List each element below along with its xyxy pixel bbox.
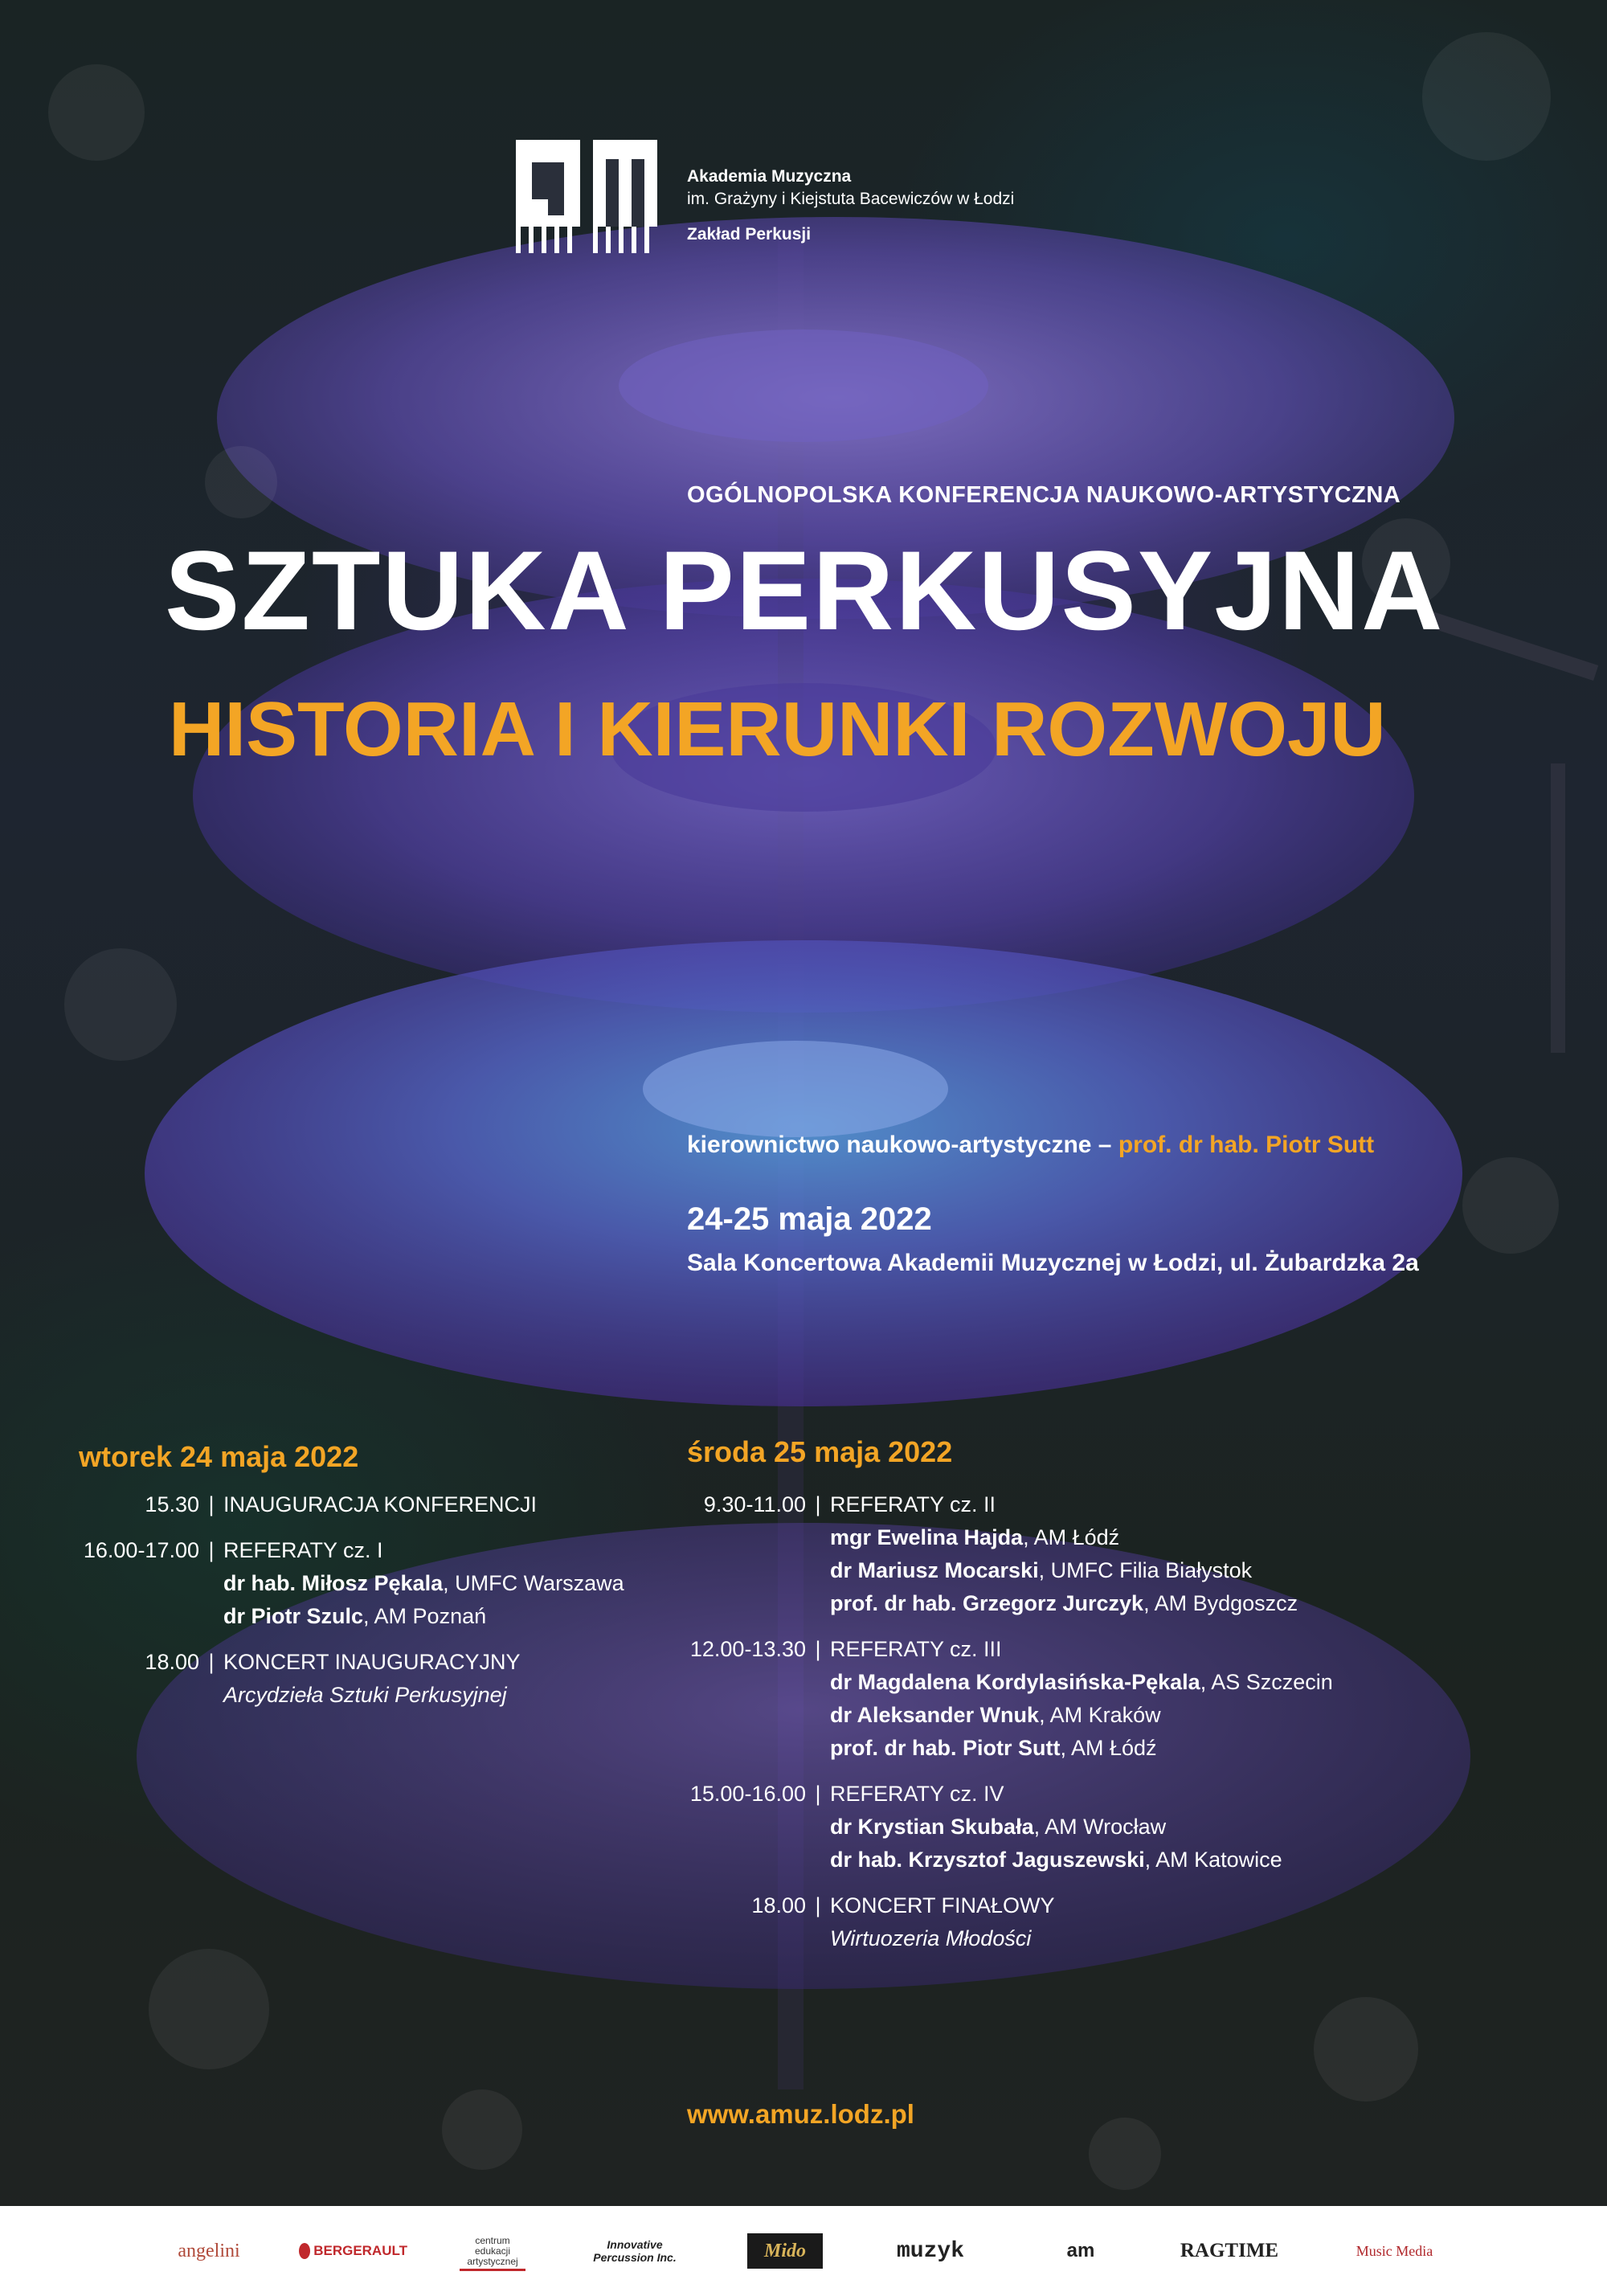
sponsor-logo-innovative-percussion: Innovative Percussion Inc. bbox=[593, 2238, 677, 2264]
item-content bbox=[830, 1633, 1333, 1765]
speaker-affiliation: , AM Wrocław bbox=[1033, 1815, 1167, 1839]
speaker-name: dr Magdalena Kordylasińska-Pękala bbox=[830, 1670, 1200, 1694]
item-time: 12.00-13.30 bbox=[689, 1637, 806, 1661]
item-title: INAUGURACJA KONFERENCJI bbox=[223, 1492, 538, 1516]
sponsor-name: BERGERAULT bbox=[313, 2243, 407, 2258]
conference-type: OGÓLNOPOLSKA KONFERENCJA NAUKOWO-ARTYSTYCZNA bbox=[687, 482, 1401, 508]
speaker bbox=[830, 1554, 1298, 1587]
item-content bbox=[830, 1488, 1298, 1620]
speaker-name: dr hab. Miłosz Pękala bbox=[223, 1571, 444, 1595]
item-content bbox=[830, 1778, 1282, 1876]
speaker-name: dr hab. Krzysztof Jaguszewski bbox=[830, 1848, 1145, 1872]
speaker-name: prof. dr hab. Grzegorz Jurczyk bbox=[830, 1591, 1144, 1615]
separator: | bbox=[208, 1650, 215, 1674]
speaker-name: dr Krystian Skubała bbox=[830, 1815, 1034, 1839]
speaker-affiliation: , AM Katowice bbox=[1144, 1848, 1282, 1872]
item-time: 18.00 bbox=[751, 1893, 806, 1917]
item-content bbox=[223, 1646, 521, 1712]
speaker-affiliation: , AM Kraków bbox=[1039, 1703, 1161, 1727]
sponsor-logo-music-media: Music Media bbox=[1356, 2242, 1433, 2259]
item-title-suffix: cz. I bbox=[343, 1538, 383, 1562]
item-time: 9.30-11.00 bbox=[703, 1492, 806, 1516]
direction-label: kierownictwo naukowo-artystyczne – bbox=[687, 1132, 1112, 1158]
item-title: REFERATY bbox=[830, 1782, 944, 1806]
item-title: REFERATY bbox=[223, 1538, 337, 1562]
sponsor-logo-cea: centrum edukacji artystycznej bbox=[460, 2233, 525, 2271]
speaker-affiliation: , AM Łódź bbox=[1023, 1525, 1120, 1549]
item-content bbox=[223, 1488, 537, 1521]
speaker bbox=[223, 1600, 624, 1633]
item-time: 16.00-17.00 bbox=[83, 1538, 199, 1562]
item-title-suffix: cz. II bbox=[950, 1492, 996, 1516]
speaker-name: dr Aleksander Wnuk bbox=[830, 1703, 1040, 1727]
academy-full-name: im. Grażyny i Kiejstuta Bacewiczów w Łodzi bbox=[687, 190, 1015, 208]
conference-subtitle: HISTORIA I KIERUNKI ROZWOJU bbox=[169, 686, 1386, 772]
item-title: REFERATY bbox=[830, 1492, 944, 1516]
item-time: 18.00 bbox=[145, 1650, 199, 1674]
item-subtitle: Wirtuozeria Młodości bbox=[830, 1926, 1032, 1950]
sponsor-logo-ragtime: RAGTIME bbox=[1180, 2240, 1279, 2261]
conference-title: SZTUKA PERKUSYJNA bbox=[165, 527, 1445, 653]
separator: | bbox=[815, 1492, 821, 1516]
speaker bbox=[830, 1587, 1298, 1620]
speaker-affiliation: , AM Poznań bbox=[363, 1604, 487, 1628]
schedule-item bbox=[687, 1633, 1333, 1765]
sponsor-logo-mido: Mido bbox=[747, 2233, 823, 2269]
event-dates: 24-25 maja 2022 bbox=[687, 1201, 932, 1237]
item-title-line bbox=[223, 1534, 624, 1567]
academy-name-block bbox=[687, 166, 1014, 246]
item-title-suffix: cz. IV bbox=[950, 1782, 1004, 1806]
sponsor-logo-angelini: angelini bbox=[178, 2240, 240, 2261]
speaker bbox=[830, 1844, 1282, 1876]
speaker bbox=[830, 1666, 1333, 1699]
artistic-direction bbox=[687, 1132, 1374, 1159]
item-title-suffix: cz. III bbox=[950, 1637, 1002, 1661]
item-title: KONCERT FINAŁOWY bbox=[830, 1893, 1055, 1917]
sponsors-strip bbox=[0, 2206, 1607, 2296]
academy-logo bbox=[514, 137, 1318, 257]
direction-person: prof. dr hab. Piotr Sutt bbox=[1118, 1132, 1375, 1158]
separator: | bbox=[208, 1492, 215, 1516]
speaker-name: dr Mariusz Mocarski bbox=[830, 1558, 1039, 1582]
schedule-item bbox=[687, 1778, 1333, 1876]
speaker bbox=[830, 1699, 1333, 1732]
speaker-affiliation: , UMFC Filia Białystok bbox=[1038, 1558, 1253, 1582]
academy-name: Akademia Muzyczna bbox=[687, 167, 852, 186]
speaker bbox=[830, 1732, 1333, 1765]
speaker-name: prof. dr hab. Piotr Sutt bbox=[830, 1736, 1061, 1760]
separator: | bbox=[208, 1538, 215, 1562]
item-subtitle: Arcydzieła Sztuki Perkusyjnej bbox=[223, 1683, 507, 1707]
schedule-item bbox=[687, 1488, 1333, 1620]
day1-heading: wtorek 24 maja 2022 bbox=[79, 1440, 359, 1473]
item-title-line bbox=[830, 1778, 1282, 1811]
speaker bbox=[830, 1521, 1298, 1554]
item-time: 15.30 bbox=[145, 1492, 199, 1516]
item-title-line bbox=[830, 1488, 1298, 1521]
item-content bbox=[223, 1534, 624, 1633]
bergerault-circle-icon bbox=[299, 2243, 310, 2259]
schedule-item bbox=[79, 1646, 624, 1712]
department-name: Zakład Perkusji bbox=[687, 225, 812, 244]
speaker-affiliation: , AM Bydgoszcz bbox=[1143, 1591, 1298, 1615]
event-venue: Sala Koncertowa Akademii Muzycznej w Łodzi, ul. Żubardzka 2a bbox=[687, 1250, 1419, 1276]
sponsor-logo-am: am bbox=[1066, 2240, 1095, 2261]
item-title: REFERATY bbox=[830, 1637, 944, 1661]
item-time: 15.00-16.00 bbox=[689, 1782, 806, 1806]
schedule-item bbox=[79, 1534, 624, 1633]
speaker-affiliation: , AM Łódź bbox=[1060, 1736, 1157, 1760]
day1-schedule bbox=[79, 1488, 624, 1725]
sponsor-logo-bergerault bbox=[299, 2233, 407, 2269]
day2-schedule bbox=[687, 1488, 1333, 1968]
separator: | bbox=[815, 1782, 821, 1806]
separator: | bbox=[815, 1637, 821, 1661]
speaker-affiliation: , AS Szczecin bbox=[1200, 1670, 1333, 1694]
sponsor-logo-muzyk: muzyk bbox=[896, 2238, 964, 2264]
speaker bbox=[223, 1567, 624, 1600]
am-logo-icon bbox=[514, 137, 659, 253]
speaker bbox=[830, 1811, 1282, 1844]
schedule-item bbox=[687, 1889, 1333, 1955]
separator: | bbox=[815, 1893, 821, 1917]
item-content bbox=[830, 1889, 1055, 1955]
day2-heading: środa 25 maja 2022 bbox=[687, 1435, 953, 1468]
item-title-line bbox=[830, 1633, 1333, 1666]
speaker-name: dr Piotr Szulc bbox=[223, 1604, 364, 1628]
website-link[interactable]: www.amuz.lodz.pl bbox=[687, 2099, 914, 2129]
speaker-affiliation: , UMFC Warszawa bbox=[443, 1571, 624, 1595]
schedule-item bbox=[79, 1488, 624, 1521]
item-title: KONCERT INAUGURACYJNY bbox=[223, 1650, 521, 1674]
speaker-name: mgr Ewelina Hajda bbox=[830, 1525, 1024, 1549]
